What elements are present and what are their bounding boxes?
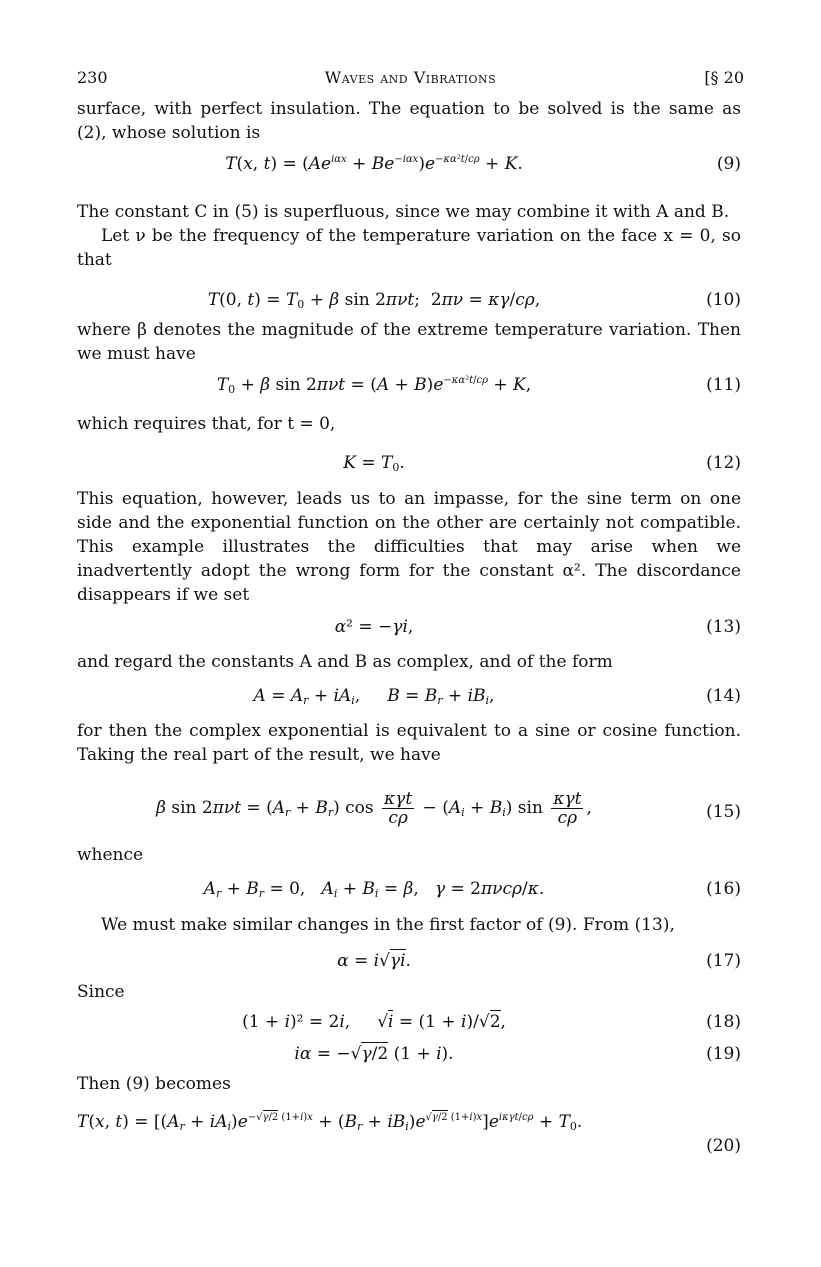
equation-15: [77, 790, 741, 836]
equation-17: [77, 949, 741, 975]
equation-15-number: (15): [706, 802, 741, 822]
equation-17-number: (17): [706, 951, 741, 971]
equation-14-body: $A = A_r + iA_i$, $B = B_r + iB_i$,: [253, 686, 495, 707]
equation-13: [77, 615, 741, 641]
page-number: 230: [77, 68, 108, 87]
equation-13-number: (13): [706, 617, 741, 637]
equation-16: [77, 877, 741, 903]
equation-19-body: iα = −√γ/2 (1 + i).: [294, 1044, 454, 1064]
equation-12: [77, 451, 741, 477]
paragraph-5: which requires that, for t = 0,: [77, 414, 336, 434]
paragraph-2: The constant C in (5) is superfluous, since we may combine it with A and B.: [77, 202, 730, 222]
equation-11-body: $T_0 + \beta$ $\sin 2\pi\nu t = (A + B)e^{-\kappa\alpha^2t/c\rho} + K$,: [216, 375, 532, 396]
equation-10-number: (10): [706, 290, 741, 310]
paragraph-9: whence: [77, 845, 144, 865]
equation-11: [77, 373, 741, 399]
equation-14: [77, 684, 741, 710]
equation-20: [77, 1110, 741, 1136]
equation-19: [77, 1042, 741, 1068]
equation-10-body: T(0, $t) = T_0 + \beta$ sin 2πνt; 2πν = κγ/cρ,: [207, 290, 541, 311]
paragraph-4: where β denotes the magnitude of the extreme temperature variation. Then we must have: [77, 320, 741, 364]
paragraph-8: for then the complex exponential is equivalent to a sine or cosine function. Taking the real part of the result, we have: [77, 721, 741, 765]
equation-14-number: (14): [706, 686, 741, 706]
running-title: Waves and Vibrations: [324, 68, 497, 87]
equation-9-number: (9): [716, 154, 741, 174]
equation-16-number: (16): [706, 879, 741, 899]
equation-16-body: $A_r + B_r = 0$, $A_i + B_i = \beta$, γ = 2πνcρ/κ.: [203, 879, 545, 900]
section-marker: [§ 20: [704, 68, 744, 87]
equation-19-number: (19): [706, 1044, 741, 1064]
running-header: [77, 66, 744, 90]
paragraph-1: surface, with perfect insulation. The equation to be solved is the same as (2), whose solution is: [77, 99, 741, 143]
equation-12-number: (12): [706, 453, 741, 473]
equation-18-body: (1 + i)² = 2i, √i = (1 + i)/√2,: [242, 1012, 506, 1032]
paragraph-10: We must make similar changes in the first factor of (9). From (13),: [101, 915, 675, 935]
paragraph-12: Then (9) becomes: [77, 1074, 231, 1094]
equation-18: [77, 1010, 741, 1036]
equation-20-number: (20): [706, 1136, 741, 1156]
paragraph-3: Let ν be the frequency of the temperature variation on the face x = 0, so that: [77, 226, 741, 270]
equation-9: [77, 152, 741, 178]
paragraph-6: This equation, however, leads us to an impasse, for the sine term on one side and the exponential function on the other are certainly not compatible. This example illustrates the difficulties that may arise when we inadvertently adopt the wrong form for the constant α². The discordance disappears if we set: [77, 489, 741, 605]
equation-20-body: T(x, $t) = [(A_r + iA_i)e^{-√\gamma/2 (1+i)x} + (B_r + iB_i)e^{√\gamma/2 (1+i)x}]e^{i\kappa\gamma t/c\rho} + T_0$.: [77, 1112, 583, 1133]
equation-15-body: β $\sin 2\pi\nu t = (A_r + B_r)$ cos $\frac{\text{κγt}}{c\rho}$ − $(A_i + B_i)$ sin $\frac{\text{κγt}}{c\rho}$ ,: [156, 789, 592, 828]
equation-10: [77, 288, 741, 314]
equation-11-number: (11): [706, 375, 741, 395]
paragraph-7: and regard the constants A and B as complex, and of the form: [77, 652, 613, 672]
paragraph-11: Since: [77, 982, 125, 1002]
equation-18-number: (18): [706, 1012, 741, 1032]
equation-20-number-row: [77, 1134, 741, 1160]
equation-12-body: $K = T_0$.: [343, 453, 405, 474]
equation-17-body: α = i√γi.: [337, 951, 411, 971]
equation-9-body: T(x, $t) = (Ae^{i\alpha x} + Be^{-i\alpha x})e^{-\kappa\alpha^2t/c\rho} + K$.: [225, 154, 523, 174]
equation-13-body: α² = −γi,: [334, 617, 414, 637]
